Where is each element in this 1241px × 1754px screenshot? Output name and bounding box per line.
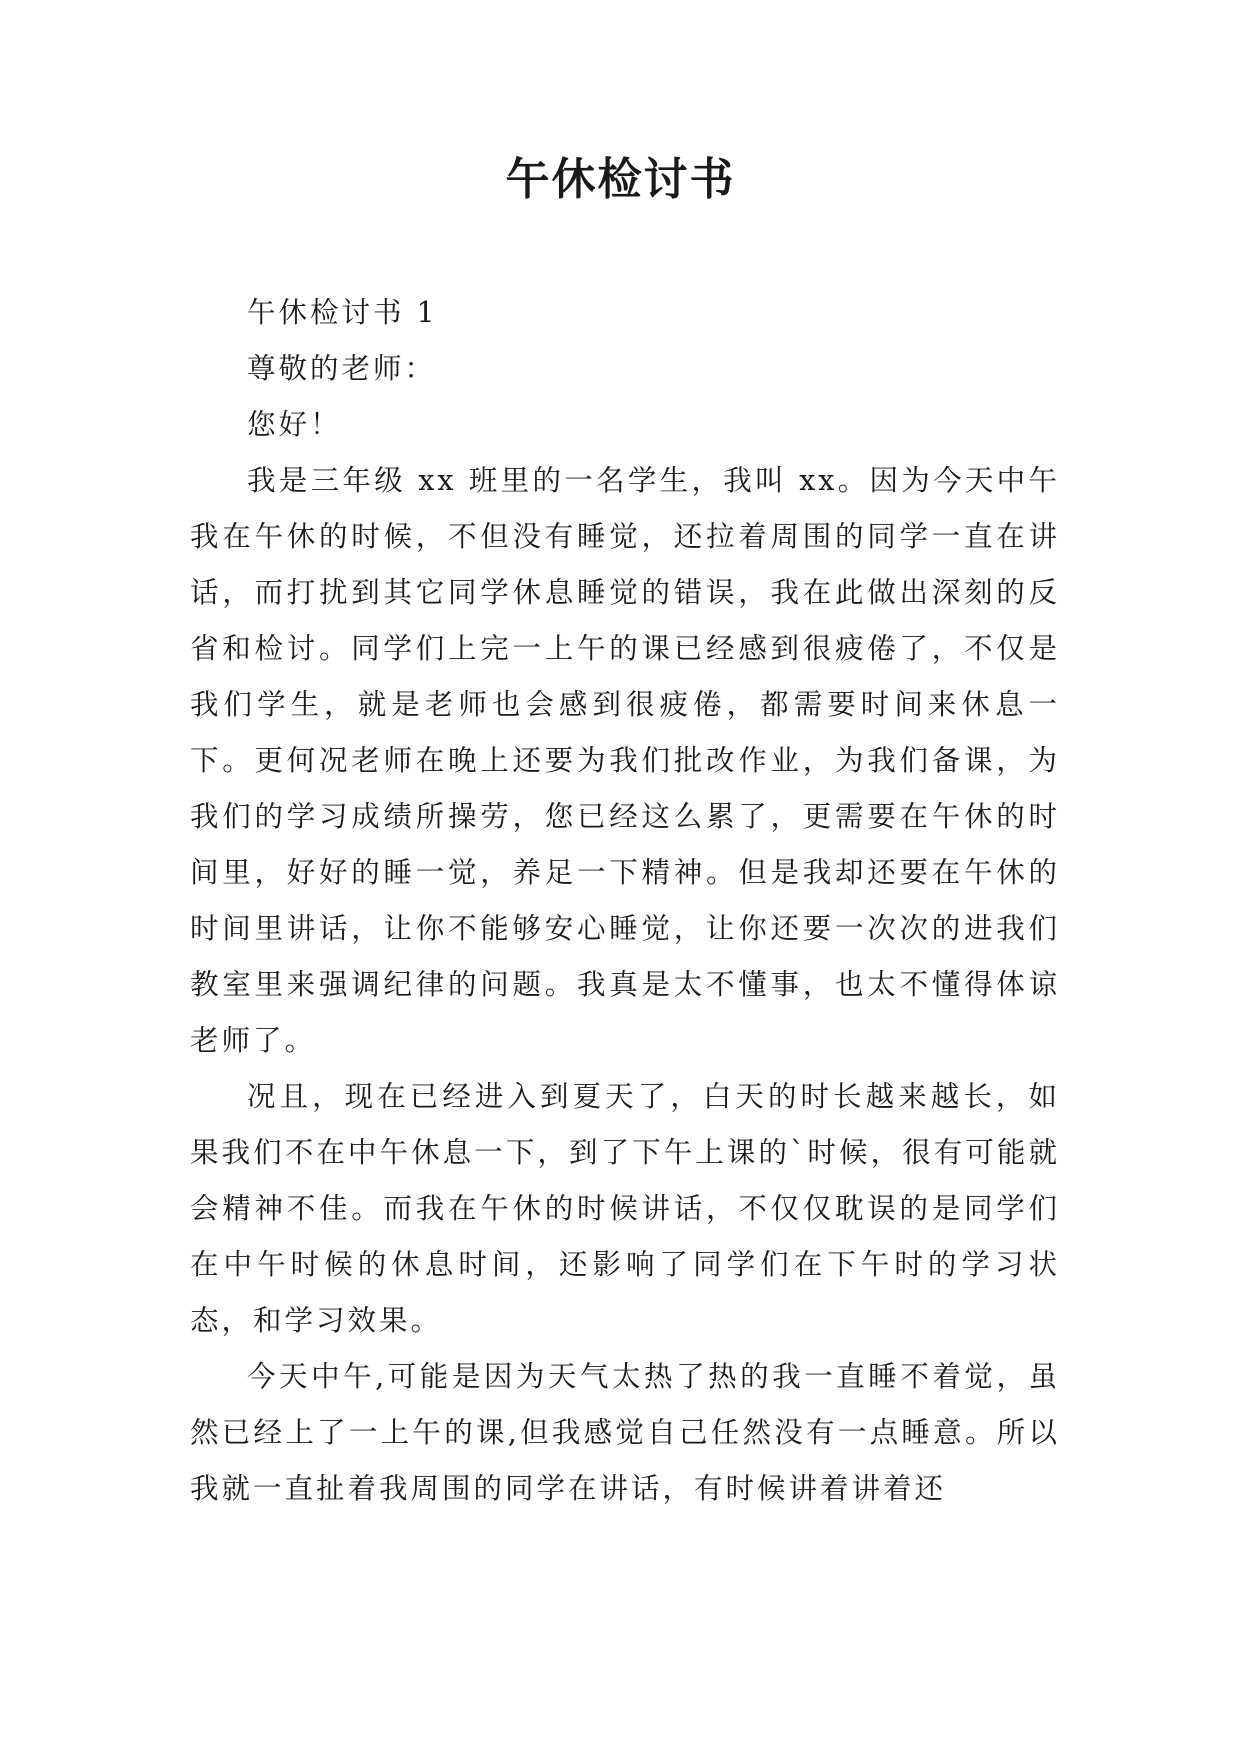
body-paragraph: 我是三年级 xx 班里的一名学生，我叫 xx。因为今天中午我在午休的时候，不但没有睡觉，还拉着周围的同学一直在讲话，而打扰到其它同学休息睡觉的错误，我在此做出深刻的反省和检讨。同学们上完一上午的课已经感到很疲倦了，不仅是我们学生，就是老师也会感到很疲倦，都需要时间来休息一下。更何况老师在晚上还要为我们批改作业，为我们备课，为我们的学习成绩所操劳，您已经这么累了，更需要在午休的时间里，好好的睡一觉，养足一下精神。但是我却还要在午休的时间里讲话，让你不能够安心睡觉，让你还要一次次的进我们教室里来强调纪律的问题。我真是太不懂事，也太不懂得体谅老师了。 (190, 464, 1060, 1057)
document-title: 午休检讨书 (505, 154, 736, 205)
document-body (190, 285, 1060, 1517)
section-heading: 午休检讨书 1 (247, 296, 438, 329)
salutation: 尊敬的老师： (247, 352, 437, 385)
greeting: 您好！ (247, 408, 342, 441)
body-paragraph: 况且，现在已经进入到夏天了，白天的时长越来越长，如果我们不在中午休息一下，到了下午上课的`时候，很有可能就会精神不佳。而我在午休的时候讲话，不仅仅耽误的是同学们在中午时候的休息时间，还影响了同学们在下午时的学习状态，和学习效果。 (190, 1080, 1060, 1337)
body-paragraph: 今天中午,可能是因为天气太热了热的我一直睡不着觉，虽然已经上了一上午的课,但我感觉自己任然没有一点睡意。所以我就一直扯着我周围的同学在讲话，有时候讲着讲着还 (190, 1360, 1060, 1505)
